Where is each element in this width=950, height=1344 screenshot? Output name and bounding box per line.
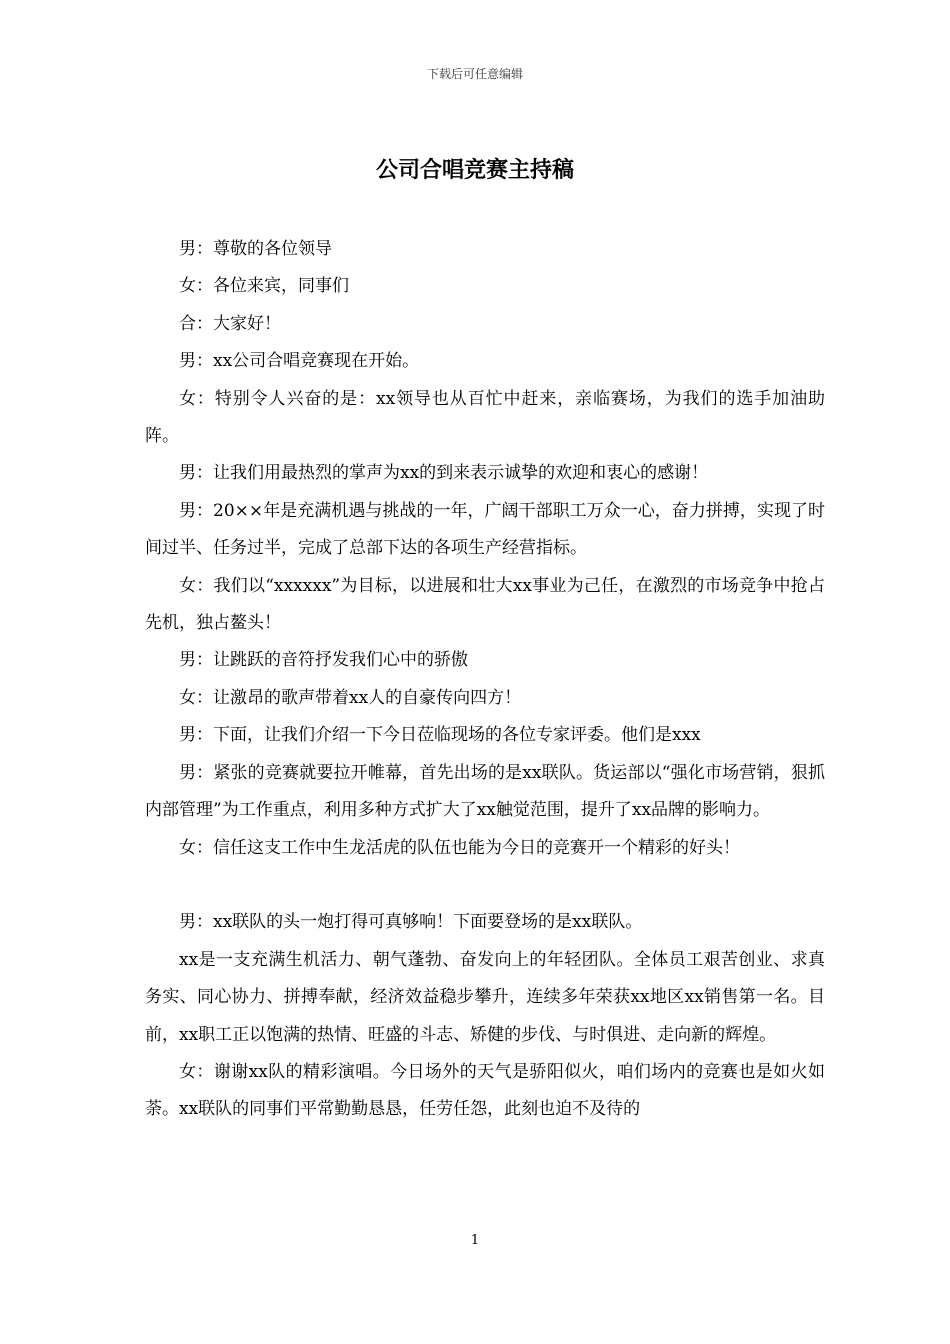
- paragraph: 男：xx联队的头一炮打得可真够响！下面要登场的是xx联队。: [179, 912, 643, 933]
- paragraph: 男：xx公司合唱竞赛现在开始。: [179, 351, 420, 372]
- paragraph: 男：让我们用最热烈的掌声为xx的到来表示诚挚的欢迎和衷心的感谢！: [179, 463, 709, 484]
- document-body: [145, 231, 825, 1129]
- paragraph: 男：让跳跃的音符抒发我们心中的骄傲: [179, 650, 468, 671]
- paragraph: 女：我们以“xxxxxx”为目标，以进展和壮大xx事业为己任，在激烈的市场竞争中抢占先机，独占鳌头！: [145, 575, 825, 634]
- paragraph: 男：20××年是充满机遇与挑战的一年，广阔干部职工万众一心，奋力拼搏，实现了时间过半、任务过半，完成了总部下达的各项生产经营指标。: [145, 500, 825, 559]
- paragraph: 男：尊敬的各位领导: [179, 239, 332, 259]
- paragraph: xx是一支充满生机活力、朝气蓬勃、奋发向上的年轻团队。全体员工艰苦创业、求真务实、同心协力、拼搏奉献，经济效益稳步攀升，连续多年荣获xx地区xx销售第一名。目前，xx职工正以饱满的热情、旺盛的斗志、矫健的步伐、与时俱进、走向新的辉煌。: [145, 949, 825, 1045]
- paragraph: 女：谢谢xx队的精彩演唱。今日场外的天气是骄阳似火，咱们场内的竞赛也是如火如荼。xx联队的同事们平常勤勤恳恳，任劳任怨，此刻也迫不及待的: [145, 1061, 825, 1120]
- paragraph: 男：下面，让我们介绍一下今日莅临现场的各位专家评委。他们是xxx: [179, 725, 701, 746]
- page-number: 1: [470, 1233, 480, 1248]
- paragraph: 女：各位来宾，同事们: [179, 276, 349, 297]
- blank-line: [145, 867, 825, 904]
- paragraph: 女：让激昂的歌声带着xx人的自豪传向四方！: [179, 687, 522, 708]
- document-title: 公司合唱竞赛主持稿: [375, 158, 574, 183]
- paragraph: 女：特别令人兴奋的是：xx领导也从百忙中赶来，亲临赛场，为我们的选手加油助阵。: [145, 388, 825, 447]
- header-note: 下载后可任意编辑: [426, 67, 523, 81]
- paragraph: 女：信任这支工作中生龙活虎的队伍也能为今日的竞赛开一个精彩的好头！: [179, 837, 740, 858]
- paragraph: 男：紧张的竞赛就要拉开帷幕，首先出场的是xx联队。货运部以“强化市场营销，狠抓内部管理”为工作重点，利用多种方式扩大了xx触觉范围，提升了xx品牌的影响力。: [145, 762, 825, 821]
- paragraph: 合：大家好！: [179, 313, 281, 334]
